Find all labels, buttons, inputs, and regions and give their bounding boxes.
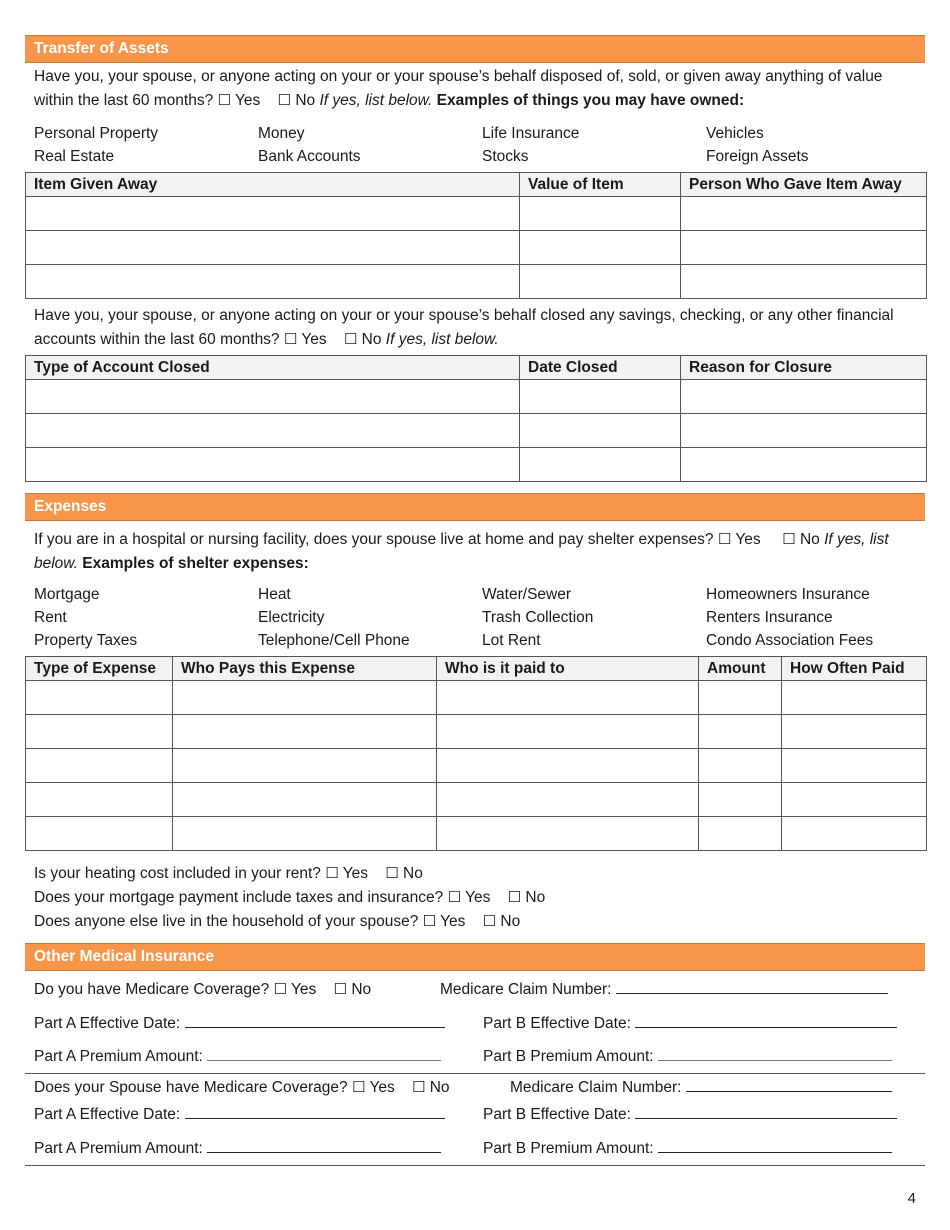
spouse-part-a-date-input[interactable]: [185, 1103, 445, 1119]
examples-row: [34, 122, 934, 145]
table-cell[interactable]: [26, 414, 520, 448]
spouse-medicare-question: [34, 1076, 450, 1099]
field-label: Part B Effective Date:: [483, 1106, 631, 1123]
example-item: Renters Insurance: [706, 609, 833, 626]
spouse-claim-number-input[interactable]: [686, 1076, 892, 1092]
table-row: [26, 197, 927, 231]
no-label: No: [525, 889, 546, 906]
column-header: Type of Expense: [26, 657, 173, 681]
no-label: No: [500, 913, 521, 930]
table-header-row: [26, 356, 927, 380]
table-header-row: [26, 657, 927, 681]
example-item: Money: [258, 125, 305, 142]
section-header-other-medical-insurance: Other Medical Insurance: [25, 943, 925, 971]
table-cell[interactable]: [520, 231, 681, 265]
example-item: Homeowners Insurance: [706, 586, 870, 603]
section-header-transfer-of-assets: Transfer of Assets: [25, 35, 925, 63]
field-label: Part A Premium Amount:: [34, 1140, 203, 1157]
example-item: Telephone/Cell Phone: [258, 632, 410, 649]
table-cell[interactable]: [173, 715, 437, 749]
table-cell[interactable]: [26, 380, 520, 414]
spouse-part-b-date-input[interactable]: [635, 1103, 897, 1119]
field-label: Part A Effective Date:: [34, 1015, 181, 1032]
field-label: Part A Effective Date:: [34, 1106, 181, 1123]
table-cell[interactable]: [437, 749, 699, 783]
yes-label: Yes: [291, 981, 317, 998]
table-header-row: [26, 173, 927, 197]
checkbox-icon[interactable]: ☐: [782, 530, 796, 548]
table-cell[interactable]: [26, 197, 520, 231]
examples-row: [34, 629, 934, 652]
table-cell[interactable]: [437, 817, 699, 851]
heating-question: [34, 862, 423, 885]
table-cell[interactable]: [681, 448, 927, 482]
table-row: [26, 681, 927, 715]
table-cell[interactable]: [782, 715, 927, 749]
table-cell[interactable]: [782, 681, 927, 715]
table-row: [26, 817, 927, 851]
if-yes-note: If yes, list below.: [319, 91, 433, 109]
mortgage-question: [34, 886, 545, 909]
table-cell[interactable]: [173, 817, 437, 851]
spouse-part-a-premium-field: [34, 1137, 441, 1160]
spouse-part-b-premium-field: [483, 1137, 892, 1160]
part-b-date-field: [483, 1012, 897, 1035]
table-cell[interactable]: [699, 783, 782, 817]
question-text: Does anyone else live in the household of your spouse?: [34, 913, 419, 930]
examples-row: [34, 606, 934, 629]
column-header: How Often Paid: [782, 657, 927, 681]
yes-label: Yes: [735, 531, 761, 548]
no-label: No: [351, 981, 372, 998]
column-header: Amount: [699, 657, 782, 681]
field-label: Medicare Claim Number:: [440, 981, 612, 998]
spouse-part-a-date-field: [34, 1103, 445, 1126]
checkbox-icon[interactable]: ☐: [507, 888, 522, 906]
table-cell[interactable]: [699, 749, 782, 783]
page-number: 4: [907, 1190, 916, 1207]
checkbox-icon[interactable]: ☐: [343, 329, 358, 348]
table-cell[interactable]: [782, 749, 927, 783]
example-item: Vehicles: [706, 125, 764, 142]
checkbox-icon[interactable]: ☐: [283, 329, 298, 348]
table-row: [26, 749, 927, 783]
question-text: Does your Spouse have Medicare Coverage?: [34, 1079, 348, 1096]
table-cell[interactable]: [520, 380, 681, 414]
no-label: No: [429, 1079, 450, 1096]
question-text: Do you have Medicare Coverage?: [34, 981, 270, 998]
table-row: [26, 265, 927, 299]
items-given-away-table: [25, 172, 927, 299]
claim-number-input[interactable]: [616, 978, 888, 994]
table-row: [26, 783, 927, 817]
expenses-question-shelter: [34, 528, 914, 575]
question-text: Is your heating cost included in your rent?: [34, 865, 321, 882]
table-cell[interactable]: [520, 265, 681, 299]
spouse-part-b-premium-input[interactable]: [658, 1137, 892, 1153]
table-cell[interactable]: [681, 380, 927, 414]
section-header-expenses: Expenses: [25, 493, 925, 521]
column-header: Reason for Closure: [681, 356, 927, 380]
field-label: Part B Premium Amount:: [483, 1140, 654, 1157]
no-label: No: [361, 330, 382, 348]
table-cell[interactable]: [520, 414, 681, 448]
column-header: Type of Account Closed: [26, 356, 520, 380]
checkbox-icon[interactable]: ☐: [482, 912, 497, 930]
if-yes-note: If yes, list below.: [34, 531, 889, 572]
example-item: Heat: [258, 586, 291, 603]
table-cell[interactable]: [681, 197, 927, 231]
table-cell[interactable]: [699, 715, 782, 749]
table-cell[interactable]: [520, 197, 681, 231]
table-cell[interactable]: [26, 749, 173, 783]
no-label: No: [799, 531, 820, 548]
question-text: Have you, your spouse, or anyone acting on your or your spouse’s behalf closed any savings, checking, or any other financial accounts within the last 60 months?: [34, 307, 894, 348]
table-cell[interactable]: [26, 265, 520, 299]
table-cell[interactable]: [173, 681, 437, 715]
checkbox-icon[interactable]: ☐: [273, 980, 287, 998]
spouse-part-b-date-field: [483, 1103, 897, 1126]
example-item: Property Taxes: [34, 632, 138, 649]
field-label: Part A Premium Amount:: [34, 1048, 203, 1065]
checkbox-icon[interactable]: ☐: [717, 530, 732, 548]
part-a-date-field: [34, 1012, 445, 1035]
examples-label: Examples of things you may have owned:: [436, 91, 745, 109]
table-row: [26, 448, 927, 482]
spouse-part-a-premium-input[interactable]: [207, 1137, 441, 1153]
column-header: Who Pays this Expense: [173, 657, 437, 681]
closed-accounts-table: [25, 355, 927, 482]
table-cell[interactable]: [437, 783, 699, 817]
if-yes-note: If yes, list below.: [385, 330, 499, 348]
table-cell[interactable]: [782, 783, 927, 817]
example-item: Personal Property: [34, 125, 159, 142]
medicare-claim-number-field: [440, 978, 888, 1001]
divider: [25, 1073, 925, 1074]
table-cell[interactable]: [437, 681, 699, 715]
example-item: Electricity: [258, 609, 325, 626]
table-cell[interactable]: [681, 414, 927, 448]
yes-label: Yes: [369, 1079, 395, 1096]
part-a-date-input[interactable]: [185, 1012, 445, 1028]
no-label: No: [403, 865, 423, 882]
example-item: Real Estate: [34, 148, 115, 165]
checkbox-icon[interactable]: ☐: [422, 912, 437, 930]
question-text: If you are in a hospital or nursing facility, does your spouse live at home and pay shelter expenses?: [34, 531, 714, 548]
table-cell[interactable]: [681, 265, 927, 299]
column-header: Item Given Away: [26, 173, 520, 197]
column-header: Person Who Gave Item Away: [681, 173, 927, 197]
table-cell[interactable]: [26, 681, 173, 715]
table-row: [26, 380, 927, 414]
yes-label: Yes: [342, 865, 369, 882]
example-item: Stocks: [482, 148, 529, 165]
divider: [25, 1165, 925, 1166]
field-label: Part B Effective Date:: [483, 1015, 631, 1032]
examples-row: [34, 583, 934, 606]
table-row: [26, 715, 927, 749]
checkbox-icon[interactable]: ☐: [385, 864, 399, 882]
example-item: Water/Sewer: [482, 586, 572, 603]
table-cell[interactable]: [173, 749, 437, 783]
checkbox-icon[interactable]: ☐: [333, 980, 347, 998]
no-label: No: [295, 91, 316, 109]
table-cell[interactable]: [437, 715, 699, 749]
table-cell[interactable]: [520, 448, 681, 482]
table-cell[interactable]: [26, 231, 520, 265]
table-row: [26, 414, 927, 448]
part-b-premium-field: [483, 1045, 892, 1068]
column-header: Who is it paid to: [437, 657, 699, 681]
question-text: Does your mortgage payment include taxes and insurance?: [34, 889, 444, 906]
yes-label: Yes: [301, 330, 327, 348]
example-item: Condo Association Fees: [706, 632, 874, 649]
table-cell[interactable]: [26, 783, 173, 817]
checkbox-icon[interactable]: ☐: [217, 90, 231, 109]
example-item: Mortgage: [34, 586, 100, 603]
checkbox-icon[interactable]: ☐: [351, 1078, 366, 1096]
example-item: Trash Collection: [482, 609, 594, 626]
shelter-expenses-table: [25, 656, 927, 851]
shelter-examples-list: [34, 583, 934, 652]
medicare-coverage-question: [34, 978, 371, 1001]
field-label: Medicare Claim Number:: [510, 1079, 682, 1096]
part-b-premium-input[interactable]: [658, 1045, 892, 1061]
example-item: Foreign Assets: [706, 148, 809, 165]
part-b-date-input[interactable]: [635, 1012, 897, 1028]
question-text: Have you, your spouse, or anyone acting on your or your spouse’s behalf disposed of, sold, or given away anything of value within the last 60 months?: [34, 68, 883, 109]
table-cell[interactable]: [26, 715, 173, 749]
column-header: Date Closed: [520, 356, 681, 380]
transfer-question-closed-accounts: [34, 304, 914, 351]
table-cell[interactable]: [173, 783, 437, 817]
table-cell[interactable]: [699, 817, 782, 851]
table-cell[interactable]: [26, 817, 173, 851]
part-a-premium-input[interactable]: [207, 1045, 441, 1061]
checkbox-icon[interactable]: ☐: [411, 1078, 426, 1096]
field-label: Part B Premium Amount:: [483, 1048, 654, 1065]
checkbox-icon[interactable]: ☐: [447, 888, 462, 906]
checkbox-icon[interactable]: ☐: [277, 90, 291, 109]
spouse-medicare-claim-number-field: [510, 1076, 892, 1099]
table-cell[interactable]: [681, 231, 927, 265]
table-cell[interactable]: [782, 817, 927, 851]
yes-label: Yes: [440, 913, 466, 930]
example-item: Life Insurance: [482, 125, 580, 142]
example-item: Bank Accounts: [258, 148, 361, 165]
part-a-premium-field: [34, 1045, 441, 1068]
checkbox-icon[interactable]: ☐: [325, 864, 339, 882]
asset-examples-list: [34, 122, 934, 168]
examples-label: Examples of shelter expenses:: [82, 554, 309, 572]
column-header: Value of Item: [520, 173, 681, 197]
examples-row: [34, 145, 934, 168]
example-item: Lot Rent: [482, 632, 541, 649]
example-item: Rent: [34, 609, 67, 626]
yes-label: Yes: [235, 91, 261, 109]
household-question: [34, 910, 520, 933]
table-cell[interactable]: [699, 681, 782, 715]
table-cell[interactable]: [26, 448, 520, 482]
yes-label: Yes: [465, 889, 491, 906]
table-row: [26, 231, 927, 265]
transfer-question-disposed: [34, 65, 914, 112]
